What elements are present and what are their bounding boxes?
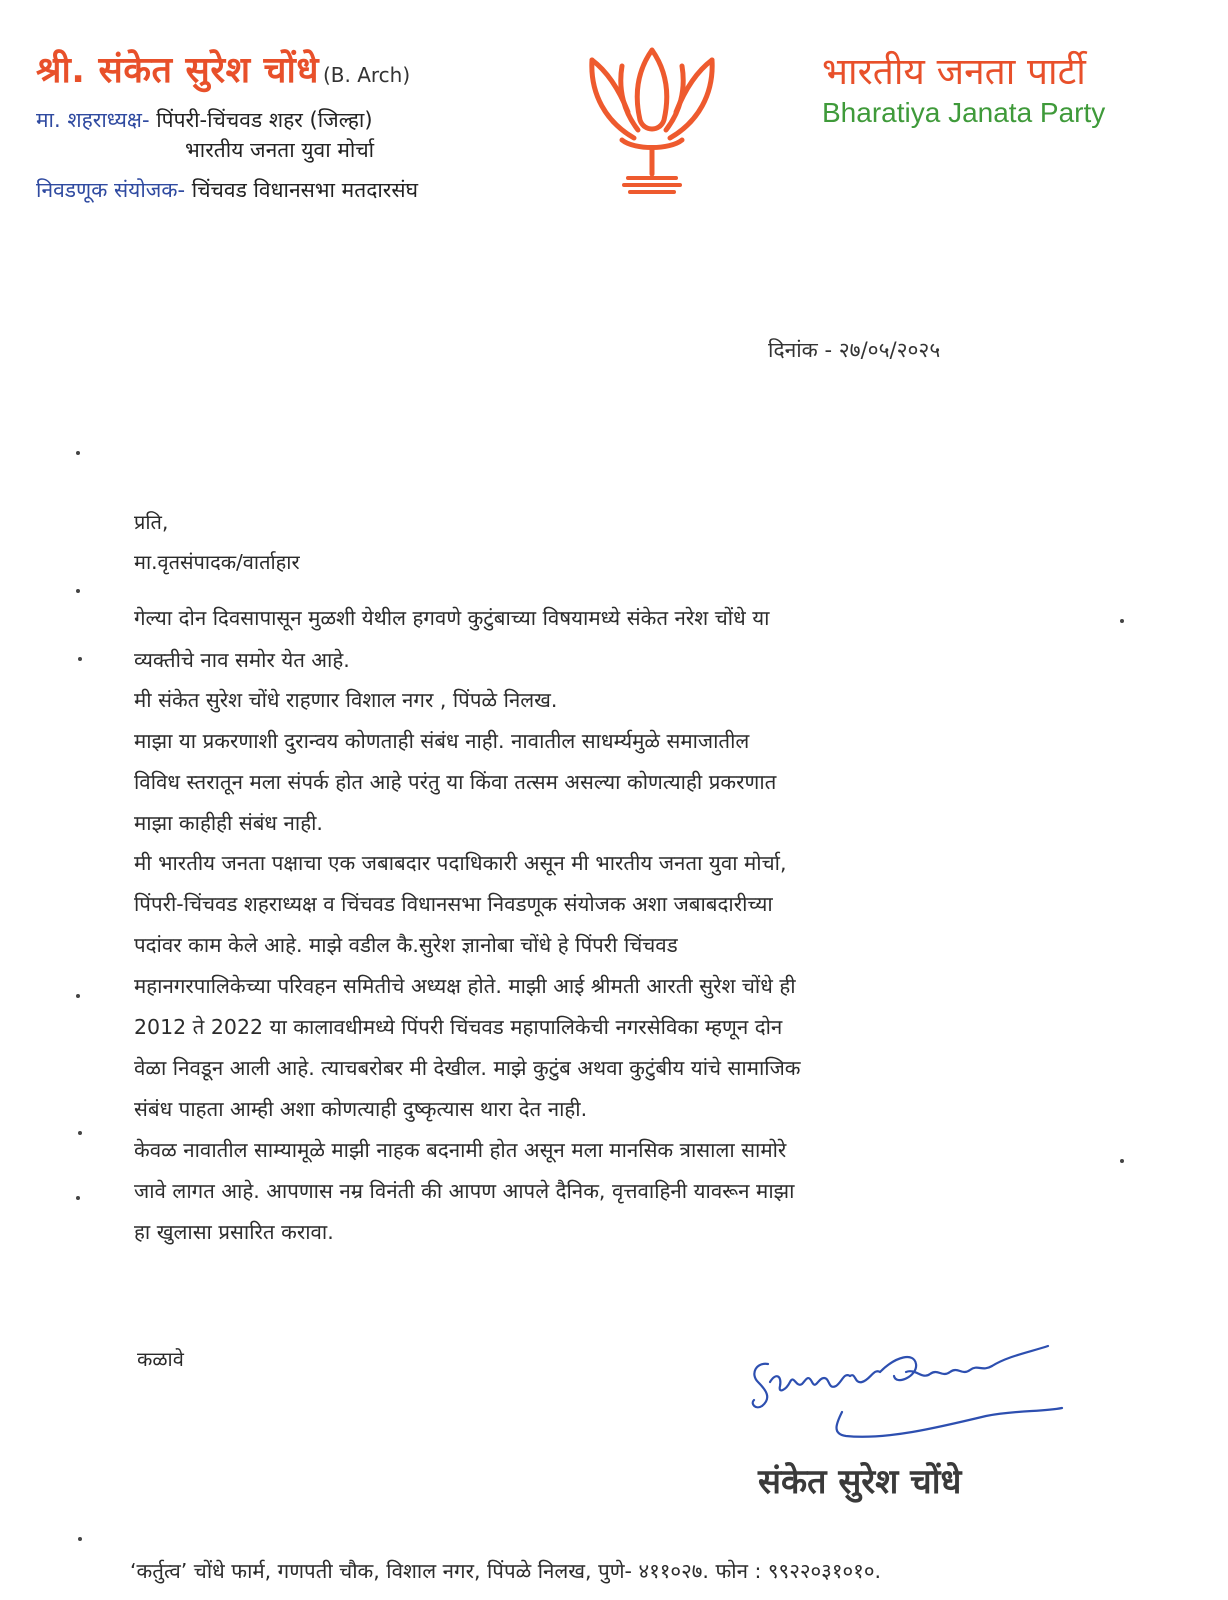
scan-dot: [1120, 619, 1124, 623]
salutation-recipient: मा.वृतसंपादक/वार्ताहार: [134, 550, 300, 574]
party-name-marathi: भारतीय जनता पार्टी: [822, 50, 1086, 93]
scan-dot: [76, 994, 80, 998]
sender-name: श्री. संकेत सुरेश चोंधे: [36, 50, 319, 91]
post1-label: मा. शहराध्यक्ष-: [36, 108, 150, 132]
body-line: गेल्या दोन दिवसापासून मुळशी येथील हगवणे कुटुंबाच्या विषयामध्ये संकेत नरेश चोंधे या: [134, 606, 770, 630]
signer-name: संकेत सुरेश चोंधे: [758, 1462, 962, 1502]
scan-dot: [76, 451, 80, 455]
body-line: जावे लागत आहे. आपणास नम्र विनंती की आपण आपले दैनिक, वृत्तवाहिनी यावरून माझा: [134, 1179, 795, 1203]
post2-label: निवडणूक संयोजक-: [36, 178, 186, 202]
letter-date: दिनांक - २७/०५/२०२५: [768, 338, 941, 362]
body-line: संबंध पाहता आम्ही अशा कोणत्याही दुष्कृत्यास थारा देत नाही.: [134, 1097, 588, 1121]
body-line: महानगरपालिकेच्या परिवहन समितीचे अध्यक्ष होते. माझी आई श्रीमती आरती सुरेश चोंधे ही: [134, 974, 796, 998]
sender-degree: (B. Arch): [322, 63, 411, 87]
closing-word: कळावे: [137, 1347, 184, 1371]
post1-text2: भारतीय जनता युवा मोर्चा: [185, 138, 375, 162]
party-name-english: Bharatiya Janata Party: [822, 97, 1106, 128]
scan-dot: [76, 589, 80, 593]
body-line: पदांवर काम केले आहे. माझे वडील कै.सुरेश ज्ञानोबा चोंधे हे पिंपरी चिंचवड: [134, 933, 678, 957]
scan-dot: [78, 657, 82, 661]
handwritten-signature: [746, 1342, 1071, 1454]
scan-dot: [1120, 1159, 1124, 1163]
body-line: विविध स्तरातून मला संपर्क होत आहे परंतु या किंवा तत्सम असल्या कोणत्याही प्रकरणात: [134, 770, 777, 794]
body-line: केवळ नावातील साम्यामूळे माझी नाहक बदनामी होत असून मला मानसिक त्रासाला सामोरे: [134, 1138, 787, 1162]
footer-address: ‘कर्तुत्व’ चोंधे फार्म, गणपती चौक, विशाल नगर, पिंपळे निलख, पुणे- ४११०२७. फोन : ९९२२०३१०१०.: [130, 1559, 881, 1583]
body-line: माझा या प्रकरणाशी दुरान्वय कोणताही संबंध नाही. नावातील साधर्म्यमुळे समाजातील: [134, 729, 750, 753]
post-election-coordinator: [36, 176, 418, 204]
body-line: व्यक्तीचे नाव समोर येत आहे.: [134, 648, 350, 672]
post-city-president: [36, 106, 373, 134]
body-line: मी भारतीय जनता पक्षाचा एक जबाबदार पदाधिकारी असून मी भारतीय जनता युवा मोर्चा,: [134, 851, 787, 875]
post1-text: पिंपरी-चिंचवड शहर (जिल्हा): [156, 108, 373, 132]
scan-dot: [78, 1537, 82, 1541]
bjp-lotus-icon: [578, 42, 726, 198]
body-line: हा खुलासा प्रसारित करावा.: [134, 1220, 334, 1244]
letterhead-name: [36, 44, 410, 93]
scan-dot: [78, 1131, 82, 1135]
body-line: वेळा निवडून आली आहे. त्याचबरोबर मी देखील. माझे कुटुंब अथवा कुटुंबीय यांचे सामाजिक: [134, 1056, 801, 1080]
body-line: पिंपरी-चिंचवड शहराध्यक्ष व चिंचवड विधानसभा निवडणूक संयोजक अशा जबाबदारीच्या: [134, 892, 773, 916]
body-line: 2012 ते 2022 या कालावधीमध्ये पिंपरी चिंचवड महापालिकेची नगरसेविका म्हणून दोन: [134, 1015, 783, 1039]
salutation-to: प्रति,: [134, 510, 169, 534]
scan-dot: [76, 1196, 80, 1200]
body-line: माझा काहीही संबंध नाही.: [134, 811, 323, 835]
body-line: मी संकेत सुरेश चोंधे राहणार विशाल नगर , पिंपळे निलख.: [134, 688, 558, 712]
post2-text: चिंचवड विधानसभा मतदारसंघ: [191, 178, 418, 202]
